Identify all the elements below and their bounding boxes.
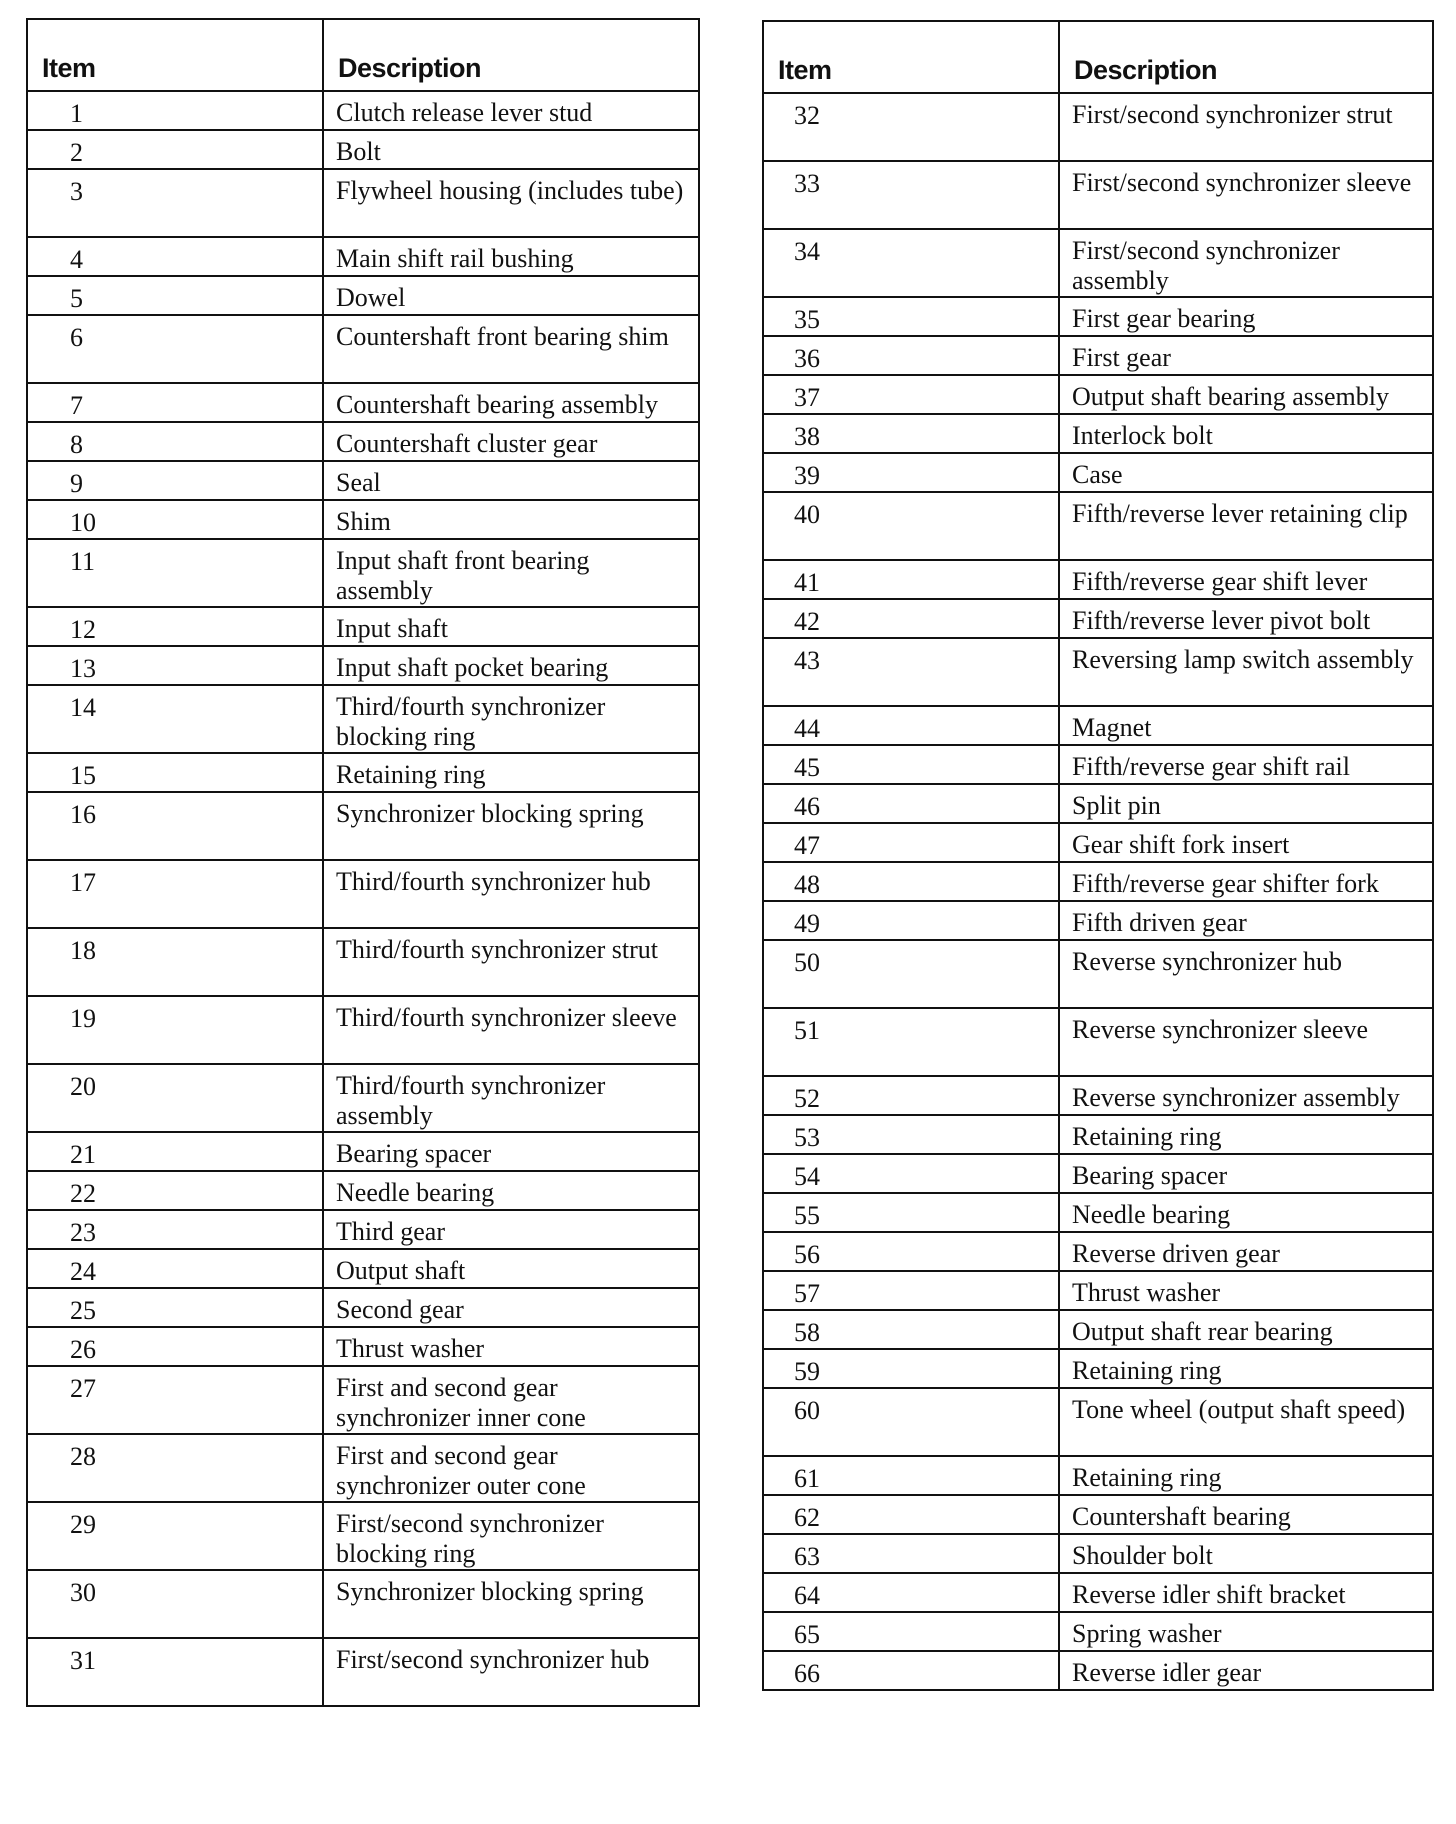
table-row — [763, 1651, 1433, 1690]
item-description: Retaining ring — [1059, 1456, 1433, 1495]
item-description: First gear bearing — [1059, 297, 1433, 336]
table-row — [763, 93, 1433, 161]
item-number: 61 — [763, 1456, 1059, 1495]
item-number: 29 — [27, 1502, 323, 1570]
table-row — [27, 753, 699, 792]
table-row — [27, 1570, 699, 1638]
item-description: Output shaft bearing assembly — [1059, 375, 1433, 414]
item-number: 66 — [763, 1651, 1059, 1690]
item-header: Item — [27, 19, 323, 91]
item-description: Needle bearing — [323, 1171, 699, 1210]
table-row — [763, 1115, 1433, 1154]
item-description: First/second synchronizer hub — [323, 1638, 699, 1706]
item-description: Countershaft cluster gear — [323, 422, 699, 461]
item-number: 15 — [27, 753, 323, 792]
item-number: 3 — [27, 169, 323, 237]
item-description: Thrust washer — [1059, 1271, 1433, 1310]
item-description: Flywheel housing (includes tube) — [323, 169, 699, 237]
table-row — [27, 607, 699, 646]
item-number: 53 — [763, 1115, 1059, 1154]
item-number: 46 — [763, 784, 1059, 823]
item-description: Output shaft rear bearing — [1059, 1310, 1433, 1349]
table-row — [27, 276, 699, 315]
table-row — [763, 1534, 1433, 1573]
item-number: 21 — [27, 1132, 323, 1171]
item-description: Shoulder bolt — [1059, 1534, 1433, 1573]
item-number: 49 — [763, 901, 1059, 940]
table-row — [763, 940, 1433, 1008]
table-row — [763, 599, 1433, 638]
item-number: 4 — [27, 237, 323, 276]
item-number: 64 — [763, 1573, 1059, 1612]
item-number: 17 — [27, 860, 323, 928]
item-description: Retaining ring — [1059, 1115, 1433, 1154]
table-row — [763, 1193, 1433, 1232]
item-number: 42 — [763, 599, 1059, 638]
item-number: 41 — [763, 560, 1059, 599]
item-description: Countershaft front bearing shim — [323, 315, 699, 383]
item-description: First and second gear synchronizer inner cone — [323, 1366, 699, 1434]
item-number: 55 — [763, 1193, 1059, 1232]
item-number: 43 — [763, 638, 1059, 706]
item-number: 14 — [27, 685, 323, 753]
item-number: 52 — [763, 1076, 1059, 1115]
table-row — [763, 414, 1433, 453]
item-description: Retaining ring — [323, 753, 699, 792]
item-number: 45 — [763, 745, 1059, 784]
item-description: Retaining ring — [1059, 1349, 1433, 1388]
item-number: 37 — [763, 375, 1059, 414]
item-number: 13 — [27, 646, 323, 685]
item-number: 34 — [763, 229, 1059, 297]
table-row — [27, 169, 699, 237]
item-description: Fifth/reverse lever pivot bolt — [1059, 599, 1433, 638]
item-number: 20 — [27, 1064, 323, 1132]
table-row — [27, 928, 699, 996]
item-number: 33 — [763, 161, 1059, 229]
table-row — [27, 1366, 699, 1434]
description-header: Description — [1059, 21, 1433, 93]
item-description: Dowel — [323, 276, 699, 315]
item-description: Bearing spacer — [1059, 1154, 1433, 1193]
table-row — [763, 1232, 1433, 1271]
item-description: Magnet — [1059, 706, 1433, 745]
item-number: 28 — [27, 1434, 323, 1502]
table-row — [27, 1434, 699, 1502]
item-number: 36 — [763, 336, 1059, 375]
item-number: 63 — [763, 1534, 1059, 1573]
item-description: Reverse idler gear — [1059, 1651, 1433, 1690]
table-row — [763, 229, 1433, 297]
item-number: 54 — [763, 1154, 1059, 1193]
item-description: Third/fourth synchronizer hub — [323, 860, 699, 928]
item-description: Reverse synchronizer sleeve — [1059, 1008, 1433, 1076]
table-row — [763, 1612, 1433, 1651]
item-number: 7 — [27, 383, 323, 422]
item-description: Second gear — [323, 1288, 699, 1327]
table-row — [763, 1310, 1433, 1349]
item-number: 40 — [763, 492, 1059, 560]
table-row — [27, 996, 699, 1064]
item-description: Bearing spacer — [323, 1132, 699, 1171]
table-row — [763, 1076, 1433, 1115]
item-number: 18 — [27, 928, 323, 996]
item-description: Spring washer — [1059, 1612, 1433, 1651]
item-number: 39 — [763, 453, 1059, 492]
item-description: Synchronizer blocking spring — [323, 1570, 699, 1638]
item-description: Output shaft — [323, 1249, 699, 1288]
item-number: 62 — [763, 1495, 1059, 1534]
table-row — [27, 1288, 699, 1327]
table-row — [763, 492, 1433, 560]
item-number: 26 — [27, 1327, 323, 1366]
item-number: 8 — [27, 422, 323, 461]
item-description: Third/fourth synchronizer assembly — [323, 1064, 699, 1132]
item-description: Reverse synchronizer assembly — [1059, 1076, 1433, 1115]
item-description: Countershaft bearing assembly — [323, 383, 699, 422]
table-row — [27, 539, 699, 607]
item-number: 19 — [27, 996, 323, 1064]
table-row — [27, 646, 699, 685]
item-description: Split pin — [1059, 784, 1433, 823]
description-header: Description — [323, 19, 699, 91]
item-description: First/second synchronizer blocking ring — [323, 1502, 699, 1570]
table-row — [763, 1456, 1433, 1495]
item-description: Fifth/reverse lever retaining clip — [1059, 492, 1433, 560]
table-row — [27, 91, 699, 130]
item-description: Reverse idler shift bracket — [1059, 1573, 1433, 1612]
item-number: 10 — [27, 500, 323, 539]
table-row — [763, 453, 1433, 492]
item-description: Fifth driven gear — [1059, 901, 1433, 940]
table-row — [27, 1064, 699, 1132]
table-row — [763, 161, 1433, 229]
table-row — [27, 1132, 699, 1171]
item-description: Third/fourth synchronizer blocking ring — [323, 685, 699, 753]
header-row — [763, 21, 1433, 93]
table-row — [763, 823, 1433, 862]
table-row — [763, 706, 1433, 745]
item-description: Clutch release lever stud — [323, 91, 699, 130]
item-description: First/second synchronizer assembly — [1059, 229, 1433, 297]
table-row — [27, 500, 699, 539]
item-header: Item — [763, 21, 1059, 93]
item-description: Main shift rail bushing — [323, 237, 699, 276]
item-description: Input shaft — [323, 607, 699, 646]
item-number: 56 — [763, 1232, 1059, 1271]
item-description: Input shaft pocket bearing — [323, 646, 699, 685]
table-row — [763, 1271, 1433, 1310]
item-description: Fifth/reverse gear shift lever — [1059, 560, 1433, 599]
table-row — [763, 1154, 1433, 1193]
item-number: 22 — [27, 1171, 323, 1210]
item-number: 59 — [763, 1349, 1059, 1388]
item-number: 58 — [763, 1310, 1059, 1349]
table-row — [763, 745, 1433, 784]
item-description: First/second synchronizer sleeve — [1059, 161, 1433, 229]
item-description: Input shaft front bearing assembly — [323, 539, 699, 607]
item-number: 23 — [27, 1210, 323, 1249]
table-row — [27, 315, 699, 383]
table-row — [27, 1249, 699, 1288]
table-row — [27, 383, 699, 422]
item-description: Reverse synchronizer hub — [1059, 940, 1433, 1008]
table-row — [27, 1210, 699, 1249]
item-description: Reverse driven gear — [1059, 1232, 1433, 1271]
item-description: Thrust washer — [323, 1327, 699, 1366]
table-row — [27, 422, 699, 461]
item-number: 25 — [27, 1288, 323, 1327]
item-description: Reversing lamp switch assembly — [1059, 638, 1433, 706]
item-number: 27 — [27, 1366, 323, 1434]
table-row — [27, 1502, 699, 1570]
item-number: 6 — [27, 315, 323, 383]
item-description: Shim — [323, 500, 699, 539]
item-number: 60 — [763, 1388, 1059, 1456]
item-description: Bolt — [323, 130, 699, 169]
table-row — [763, 1008, 1433, 1076]
item-number: 44 — [763, 706, 1059, 745]
item-description: Case — [1059, 453, 1433, 492]
table-row — [763, 901, 1433, 940]
item-number: 5 — [27, 276, 323, 315]
table-row — [763, 1495, 1433, 1534]
item-description: Countershaft bearing — [1059, 1495, 1433, 1534]
item-description: Tone wheel (output shaft speed) — [1059, 1388, 1433, 1456]
item-description: Needle bearing — [1059, 1193, 1433, 1232]
parts-table-left — [26, 18, 700, 1707]
table-row — [27, 130, 699, 169]
table-row — [763, 297, 1433, 336]
item-description: Fifth/reverse gear shifter fork — [1059, 862, 1433, 901]
table-row — [763, 638, 1433, 706]
table-row — [763, 1573, 1433, 1612]
item-number: 51 — [763, 1008, 1059, 1076]
table-row — [763, 1388, 1433, 1456]
item-description: First/second synchronizer strut — [1059, 93, 1433, 161]
table-row — [763, 336, 1433, 375]
item-number: 31 — [27, 1638, 323, 1706]
table-row — [763, 862, 1433, 901]
item-description: Fifth/reverse gear shift rail — [1059, 745, 1433, 784]
table-row — [27, 1327, 699, 1366]
item-number: 16 — [27, 792, 323, 860]
item-description: Synchronizer blocking spring — [323, 792, 699, 860]
table-row — [27, 792, 699, 860]
item-description: Gear shift fork insert — [1059, 823, 1433, 862]
item-description: First gear — [1059, 336, 1433, 375]
item-number: 38 — [763, 414, 1059, 453]
item-number: 30 — [27, 1570, 323, 1638]
item-number: 47 — [763, 823, 1059, 862]
item-number: 1 — [27, 91, 323, 130]
table-row — [27, 237, 699, 276]
item-number: 12 — [27, 607, 323, 646]
table-row — [27, 1638, 699, 1706]
table-row — [27, 1171, 699, 1210]
parts-table-right — [762, 20, 1434, 1691]
item-description: Interlock bolt — [1059, 414, 1433, 453]
item-number: 48 — [763, 862, 1059, 901]
table-row — [763, 784, 1433, 823]
table-row — [27, 685, 699, 753]
item-number: 11 — [27, 539, 323, 607]
table-row — [763, 1349, 1433, 1388]
item-description: Seal — [323, 461, 699, 500]
item-number: 65 — [763, 1612, 1059, 1651]
item-description: Third gear — [323, 1210, 699, 1249]
item-number: 24 — [27, 1249, 323, 1288]
item-description: First and second gear synchronizer outer cone — [323, 1434, 699, 1502]
item-number: 50 — [763, 940, 1059, 1008]
item-number: 57 — [763, 1271, 1059, 1310]
item-number: 35 — [763, 297, 1059, 336]
table-row — [763, 560, 1433, 599]
item-number: 9 — [27, 461, 323, 500]
header-row — [27, 19, 699, 91]
table-row — [763, 375, 1433, 414]
item-description: Third/fourth synchronizer strut — [323, 928, 699, 996]
item-number: 32 — [763, 93, 1059, 161]
table-row — [27, 461, 699, 500]
item-description: Third/fourth synchronizer sleeve — [323, 996, 699, 1064]
item-number: 2 — [27, 130, 323, 169]
table-row — [27, 860, 699, 928]
